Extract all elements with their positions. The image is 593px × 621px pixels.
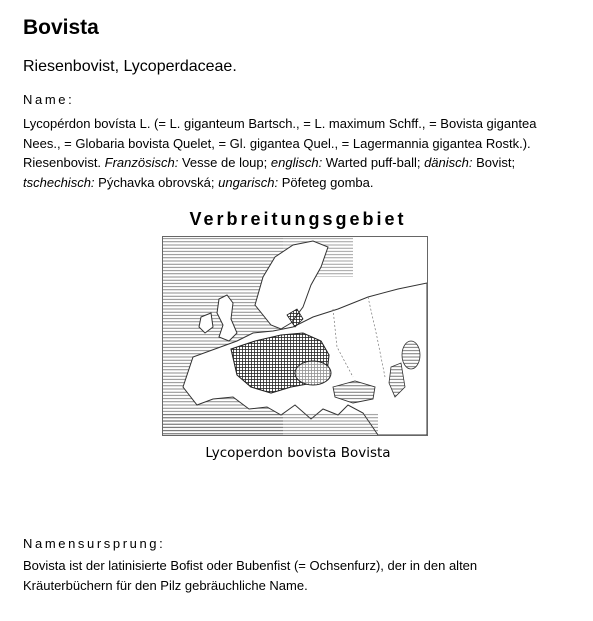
language-label: dänisch: [424, 155, 473, 170]
name-text-segment: Vesse de loup; [178, 155, 271, 170]
language-label: tschechisch: [23, 174, 95, 190]
name-section-label: Name: [23, 92, 75, 107]
language-label: Französisch: [104, 155, 179, 170]
name-section-text [23, 114, 568, 192]
language-label: englisch: [270, 155, 323, 170]
name-text-segment: Bovist; [472, 155, 516, 170]
map-caption: Lycoperdon bovista Bovista [205, 445, 391, 461]
page-title: Bovista [23, 16, 99, 39]
name-text-segment: Lycopérdon bovísta L. (= L. giganteum Bartsch., = L. maximum Schff., = Bovista gigantea Nees., = Globaria bovista Quelet, = Gl. gigantea Quel., = Lagermannia gigantea Rostk.). Riesenbovist. [23, 116, 537, 170]
distribution-map [162, 236, 428, 436]
europe-map-image [163, 237, 427, 435]
page-subtitle: Riesenbovist, Lycoperdaceae. [23, 58, 237, 75]
name-text-segment: Pöfeteg gomba. [278, 174, 374, 190]
name-text-segment: Warted puff-ball; [322, 155, 425, 170]
language-label: ungarisch: [218, 174, 279, 190]
origin-section-label: Namensursprung: [23, 536, 166, 551]
origin-section-text: Bovista ist der latinisierte Bofist oder Bubenfist (= Ochsenfurz), der in den alten Kräuterbüchern für den Pilz gebräuchliche Name. [23, 558, 478, 593]
name-text-segment: Pýchavka obrovská; [94, 174, 219, 190]
map-title: Verbreitungsgebiet [189, 209, 407, 229]
